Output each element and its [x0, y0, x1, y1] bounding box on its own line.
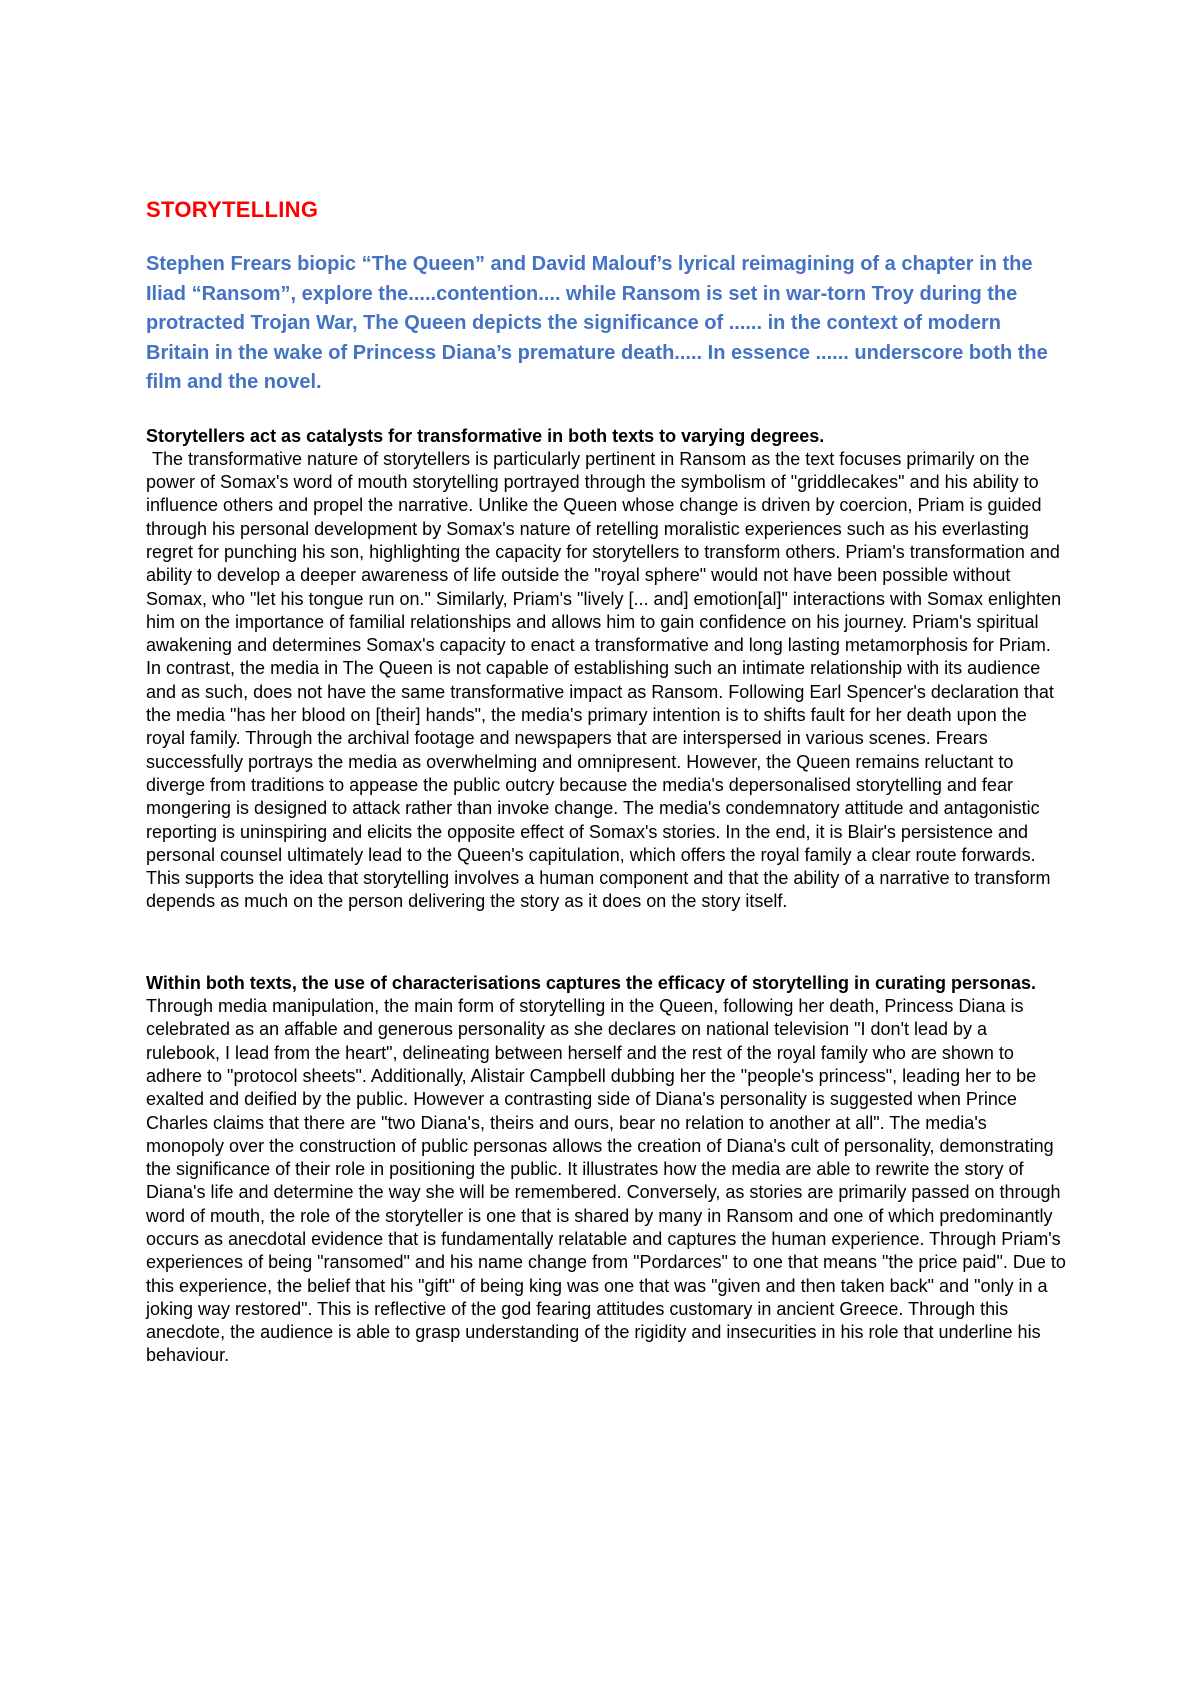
document-content	[146, 196, 1066, 1368]
body-paragraph-1	[146, 425, 1066, 914]
document-title: STORYTELLING	[146, 197, 319, 222]
paragraph-spacer	[146, 914, 1066, 972]
body-paragraph-2	[146, 972, 1066, 1368]
paragraph-2-body: Through media manipulation, the main form of storytelling in the Queen, following her death, Princess Diana is celebrated as an affable and generous personality as she declares on national television "I don't lead by a rulebook, I lead from the heart", delineating between herself and the rest of the royal family who are shown to adhere to "protocol sheets". Additionally, Alistair Campbell dubbing her the "people's princess", leading her to be exalted and deified by the public. However a contrasting side of Diana's personality is suggested when Prince Charles claims that there are "two Diana's, theirs and ours, bear no relation to another at all". The media's monopoly over the construction of public personas allows the creation of Diana's cult of personality, demonstrating the significance of their role in positioning the public. It illustrates how the media are able to rewrite the story of Diana's life and determine the way she will be remembered. Conversely, as stories are primarily passed on through word of mouth, the role of the storyteller is one that is shared by many in Ransom and one of which predominantly occurs as anecdotal evidence that is fundamentally relatable and captures the human experience. Through Priam's experiences of being "ransomed" and his name change from "Pordarces" to one that means "the price paid". Due to this experience, the belief that his "gift" of being king was one that was "given and then taken back" and "only in a joking way restored". This is reflective of the god fearing attitudes customary in ancient Greece. Through this anecdote, the audience is able to grasp understanding of the rigidity and insecurities in his role that underline his behaviour.	[146, 996, 1066, 1366]
paragraph-2-lead: Within both texts, the use of characterisations captures the efficacy of storytelling in curating personas.	[146, 972, 1037, 993]
paragraph-1-body: The transformative nature of storytellers is particularly pertinent in Ransom as the text focuses primarily on the power of Somax's word of mouth storytelling portrayed through the symbolism of "griddlecakes" and his ability to influence others and propel the narrative. Unlike the Queen whose change is driven by coercion, Priam is guided through his personal development by Somax's nature of retelling moralistic experiences such as his everlasting regret for punching his son, highlighting the capacity for storytellers to transform others. Priam's transformation and ability to develop a deeper awareness of life outside the "royal sphere" would not have been possible without Somax, who "let his tongue run on." Similarly, Priam's "lively [... and] emotion[al]" interactions with Somax enlighten him on the importance of familial relationships and allows him to gain confidence on his journey. Priam's spiritual awakening and determines Somax's capacity to enact a transformative and long lasting metamorphosis for Priam. In contrast, the media in The Queen is not capable of establishing such an intimate relationship with its audience and as such, does not have the same transformative impact as Ransom. Following Earl Spencer's declaration that the media "has her blood on [their] hands", the media's primary intention is to shifts fault for her death upon the royal family. Through the archival footage and newspapers that are interspersed in various scenes. Frears successfully portrays the media as overwhelming and omnipresent. However, the Queen remains reluctant to diverge from traditions to appease the public outcry because the media's depersonalised storytelling and fear mongering is designed to attack rather than invoke change. The media's condemnatory attitude and antagonistic reporting is uninspiring and elicits the opposite effect of Somax's stories. In the end, it is Blair's persistence and personal counsel ultimately lead to the Queen's capitulation, which offers the royal family a clear route forwards. This supports the idea that storytelling involves a human component and that the ability of a narrative to transform depends as much on the person delivering the story as it does on the story itself.	[146, 448, 1062, 912]
paragraph-1-lead: Storytellers act as catalysts for transformative in both texts to varying degrees.	[146, 425, 825, 446]
intro-paragraph: Stephen Frears biopic “The Queen” and David Malouf’s lyrical reimagining of a chapter in the Iliad “Ransom”, explore the.....contention.... while Ransom is set in war-torn Troy during the protracted Trojan War, The Queen depicts the significance of ...... in the context of modern Britain in the wake of Princess Diana’s premature death..... In essence ...... underscore both the film and the novel.	[146, 253, 1048, 393]
